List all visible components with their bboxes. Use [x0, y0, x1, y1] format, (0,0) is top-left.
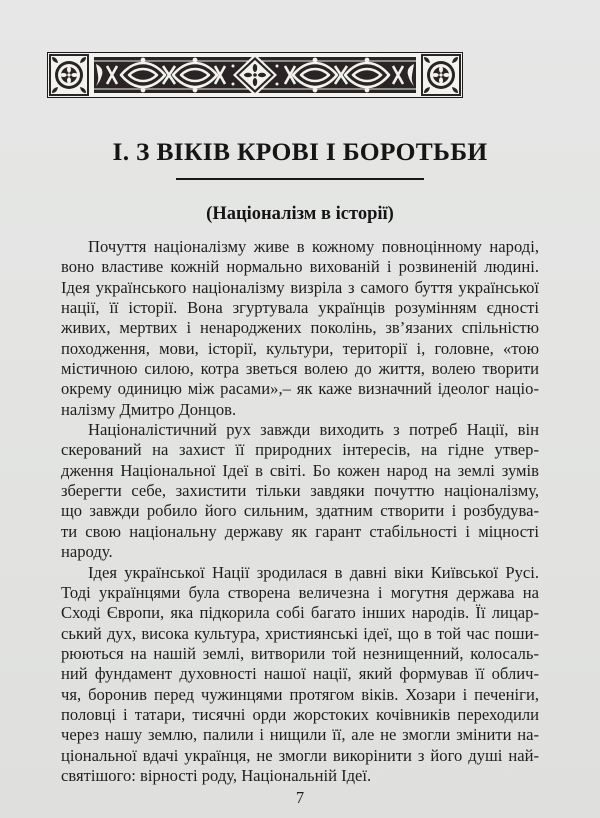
- text-line: ти свою національну державу як гарант стабільності і міцності: [61, 521, 539, 541]
- text-line: чя, боронив перед чужинцями протягом віків. Хозари і печеніги,: [61, 684, 539, 704]
- paragraph-2: [61, 420, 539, 562]
- text-line: окрему одиницю між расами»,– як каже визначний ідеолог націо-: [61, 379, 539, 399]
- text-line: походження, мови, історії, культури, території і, головне, «тою: [61, 338, 539, 358]
- text-line: живих, мертвих і ненароджених поколінь, зв’язаних спільністю: [61, 318, 539, 338]
- title-divider-rule: [176, 178, 424, 180]
- paragraph-1: [61, 237, 539, 420]
- text-line: Націоналістичний рух завжди виходить з потреб Нації, він: [88, 420, 539, 440]
- text-line: народу.: [61, 542, 113, 562]
- text-line: нації, її історії. Вона згуртувала українців розумінням єдності: [61, 298, 539, 318]
- text-line: Тоді українцями була створена величезна і могутня держава на: [61, 582, 539, 602]
- text-line: Ідея української Нації зродилася в давні віки Київської Русі.: [88, 562, 539, 582]
- ornamental-header-band: [47, 52, 463, 98]
- text-line: що завжди робило його сильним, здатним створити і розбудува-: [61, 501, 539, 521]
- paragraph-3: [61, 563, 539, 787]
- chapter-subtitle: (Націоналізм в історії): [206, 204, 394, 224]
- text-line: рюються на нашій землі, витворили той незнищенний, колосаль-: [61, 643, 539, 663]
- body-text: [61, 237, 539, 786]
- knotwork-ornament-icon: [47, 52, 463, 98]
- text-line: святішого: вірності роду, Національній Ідеї.: [61, 765, 372, 785]
- rosette-left-icon: [49, 54, 89, 96]
- text-line: зберегти себе, захистити тільки завдяки почуттю націоналізму,: [61, 481, 539, 501]
- text-line: ський дух, висока культура, християнські ідеї, що в той час поши-: [61, 623, 539, 643]
- text-line: через нашу землю, палили і нищили її, але не змогли змінити на-: [61, 725, 539, 745]
- text-line: ний фундамент духовності нашої нації, який формував її облич-: [61, 664, 539, 684]
- chapter-title: І. З ВІКІВ КРОВІ І БОРОТЬБИ: [112, 137, 488, 166]
- text-line: половці і татари, тисячні орди жорстоких кочівників переходили: [61, 704, 539, 724]
- text-line: ціональної вдачі українця, не змогли викорінити з його душі най-: [61, 745, 539, 765]
- text-line: налізму Дмитро Донцов.: [61, 399, 237, 419]
- rosette-right-icon: [421, 54, 461, 96]
- text-line: містичною силою, котра зветься волею до життя, волею творити: [61, 359, 539, 379]
- text-line: Почуття націоналізму живе в кожному повноцінному народі,: [88, 237, 539, 256]
- text-line: Сході Європи, яка підкорила собі багато інших народів. Її лицар-: [61, 603, 539, 623]
- text-line: дження Національної Ідеї в світі. Бо кожен народ на землі зумів: [61, 460, 539, 480]
- text-line: скерований на захист її природних інтересів, на гідне утвер-: [61, 440, 539, 460]
- text-line: Ідея українського націоналізму визріла з самого буття української: [61, 277, 539, 297]
- page-number: 7: [295, 788, 305, 807]
- text-line: воно властиве кожній нормально вихованій і розвиненій людині.: [61, 257, 539, 277]
